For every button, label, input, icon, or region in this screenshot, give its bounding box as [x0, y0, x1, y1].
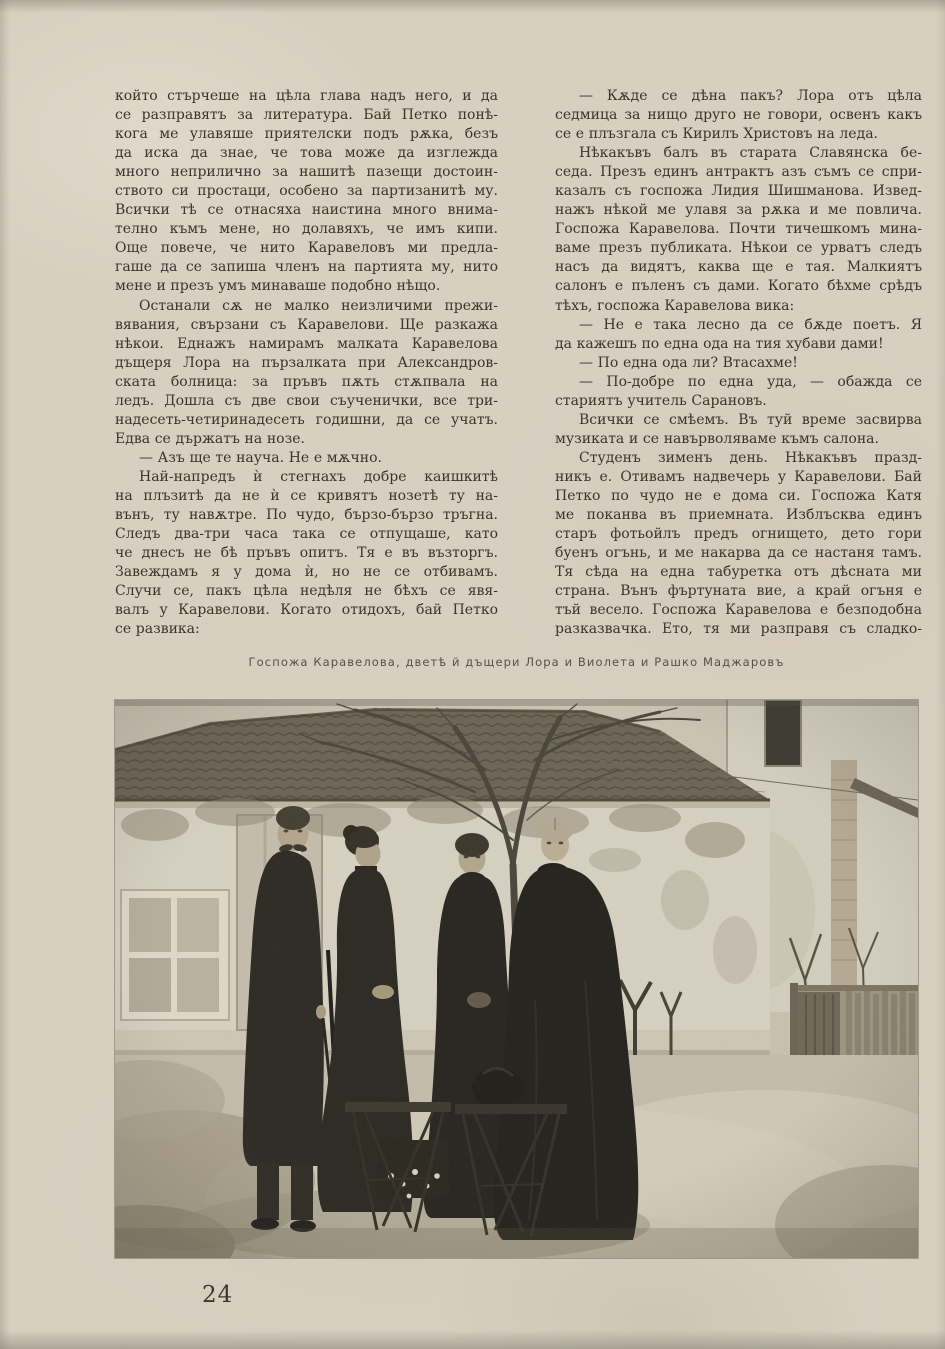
text-line: Следъ два-три часа така се отпущаше, като — [115, 526, 498, 543]
text-line: нажъ нѣкой ме улавя за рѫка и ме повлича. — [555, 202, 922, 219]
text-line: разказвачка. Ето, тя ми разправя съ сладко- — [555, 621, 922, 638]
text-line: кога ме улавяше приятелски подъ рѫка, безъ — [115, 126, 498, 143]
text-line: Всички тѣ се отнасяха наистина много внима- — [115, 202, 498, 219]
text-line: — Не е така лесно да се бѫде поетъ. Я — [579, 316, 922, 333]
text-line: много неприлично за нашитѣ пазещи достоин- — [115, 164, 498, 181]
text-line: телно къмъ мене, но долавяхъ, че имъ кипи. — [115, 221, 498, 238]
text-line: седмица за нищо друго не говори, освенъ какъ — [555, 107, 922, 124]
text-line: ледъ. Дошла съ две свои съученички, все три- — [115, 392, 498, 409]
text-line: Завеждамъ я у дома ѝ, но не се отбивамъ. — [115, 564, 498, 581]
text-line: Петко по чудо не е дома си. Госпожа Катя — [555, 487, 922, 504]
text-line: ската болница: за пръвъ пѫть стѫпвала на — [115, 373, 498, 390]
text-line: ството си простаци, особено за партизанитѣ му. — [115, 183, 498, 200]
text-line: дъщеря Лора на пързалката при Александров- — [115, 354, 498, 371]
photograph — [115, 700, 918, 1258]
text-line: седа. Презъ единъ антрактъ азъ съмъ се спри- — [555, 164, 922, 181]
text-line: вявания, свързани съ Каравелови. Ще разкажа — [115, 316, 498, 333]
text-line: никъ е. Отивамъ надвечерь у Каравелови. Бай — [555, 468, 922, 485]
text-line: стариятъ учитель Сарановъ. — [555, 392, 767, 409]
photo-caption: Госпожа Каравелова, дветѣ й дъщери Лора и Виолета и Рашко Маджаровъ — [248, 655, 785, 669]
text-line: страна. Вънъ фъртуната вие, а край огъня е — [555, 583, 922, 600]
text-line: — Кѫде се дѣна пакъ? Лора отъ цѣла — [579, 88, 922, 104]
text-line: Госпожа Каравелова. Почти тичешкомъ мина- — [555, 221, 922, 238]
text-line: се разправятъ за литература. Бай Петко понѣ- — [115, 107, 498, 124]
text-line: буенъ огънь, и ме накарва да се настаня тамъ. — [555, 545, 922, 562]
page-number: 24 — [202, 1282, 234, 1308]
text-line: Едва се държатъ на нозе. — [115, 430, 305, 447]
text-line: Всички се смѣемъ. Въ туй време засвирва — [579, 411, 922, 428]
text-line: казалъ съ госпожа Лидия Шишманова. Извед- — [555, 183, 922, 200]
text-line: валъ у Каравелови. Когато отидохъ, бай Петко — [115, 602, 498, 619]
text-line: тъй весело. Госпожа Каравелова е безподобна — [555, 602, 922, 619]
text-line: Случи се, пакъ цѣла недѣля не бѣхъ се явя- — [115, 583, 498, 600]
text-column-left — [115, 87, 498, 639]
text-line: Нѣкакъвъ балъ въ старата Славянска бе- — [579, 145, 922, 162]
text-line: който стърчеше на цѣла глава надъ него, и да — [115, 88, 498, 104]
text-line: тѣхъ, госпожа Каравелова вика: — [555, 297, 795, 314]
text-line: Тя сѣда на една табуретка отъ дѣсната ми — [555, 564, 922, 581]
text-line: Още повече, че нито Каравеловъ ми предла- — [115, 240, 498, 257]
text-line: гаше да се запиша членъ на партията му, нито — [115, 259, 498, 276]
text-line: нѣкои. Еднажъ намирамъ малката Каравелова — [115, 335, 498, 352]
text-line: мене и презъ умъ минаваше подобно нѣщо. — [115, 278, 441, 295]
text-line: се е плъзгала съ Кирилъ Христовъ на леда. — [555, 126, 878, 143]
text-line: Най-напредъ ѝ стегнахъ добре каишкитѣ — [139, 468, 498, 485]
text-line: ваме презъ публиката. Нѣкои се урватъ следъ — [555, 240, 922, 257]
text-line: да кажешъ по една ода на тия хубави дами! — [555, 335, 884, 352]
photo-grain-overlay — [115, 700, 918, 1258]
text-line: на плъзитѣ да не ѝ се кривятъ нозетѣ ту на- — [115, 487, 498, 504]
text-line: — По-добре по една уда, — обажда се — [579, 373, 922, 390]
text-line: ме поканва въ приемната. Изблъсква единъ — [555, 507, 922, 524]
text-line: вънъ, ту навѫтре. По чудо, бързо-бързо тръгна. — [115, 507, 498, 524]
text-line: Останали сѫ не малко неизличими прежи- — [139, 297, 498, 314]
text-line: старъ фотьойлъ предъ огнището, дето гори — [555, 526, 922, 543]
text-line: насъ да видятъ, каква ще е тая. Малкиятъ — [555, 259, 922, 276]
text-line: — По една ода ли? Втасахме! — [579, 354, 798, 371]
text-line: — Азъ ще те науча. Не е мѫчно. — [139, 449, 383, 466]
text-line: салонъ е пъленъ съ дами. Когато бѣхме срѣдъ — [555, 278, 922, 295]
text-line: Студенъ зименъ день. Нѣкакъвъ празд- — [579, 449, 922, 466]
text-line: музиката и се навърволяваме къмъ салона. — [555, 430, 879, 447]
text-line: се развика: — [115, 621, 200, 638]
text-line: да иска да знае, че това може да изглежда — [115, 145, 498, 162]
text-line: надесеть-четиринадесеть годишни, да се учатъ. — [115, 411, 498, 428]
text-column-right — [555, 87, 922, 639]
text-line: че днесъ не бѣ пръвъ опитъ. Тя е въ възторгъ. — [115, 545, 498, 562]
